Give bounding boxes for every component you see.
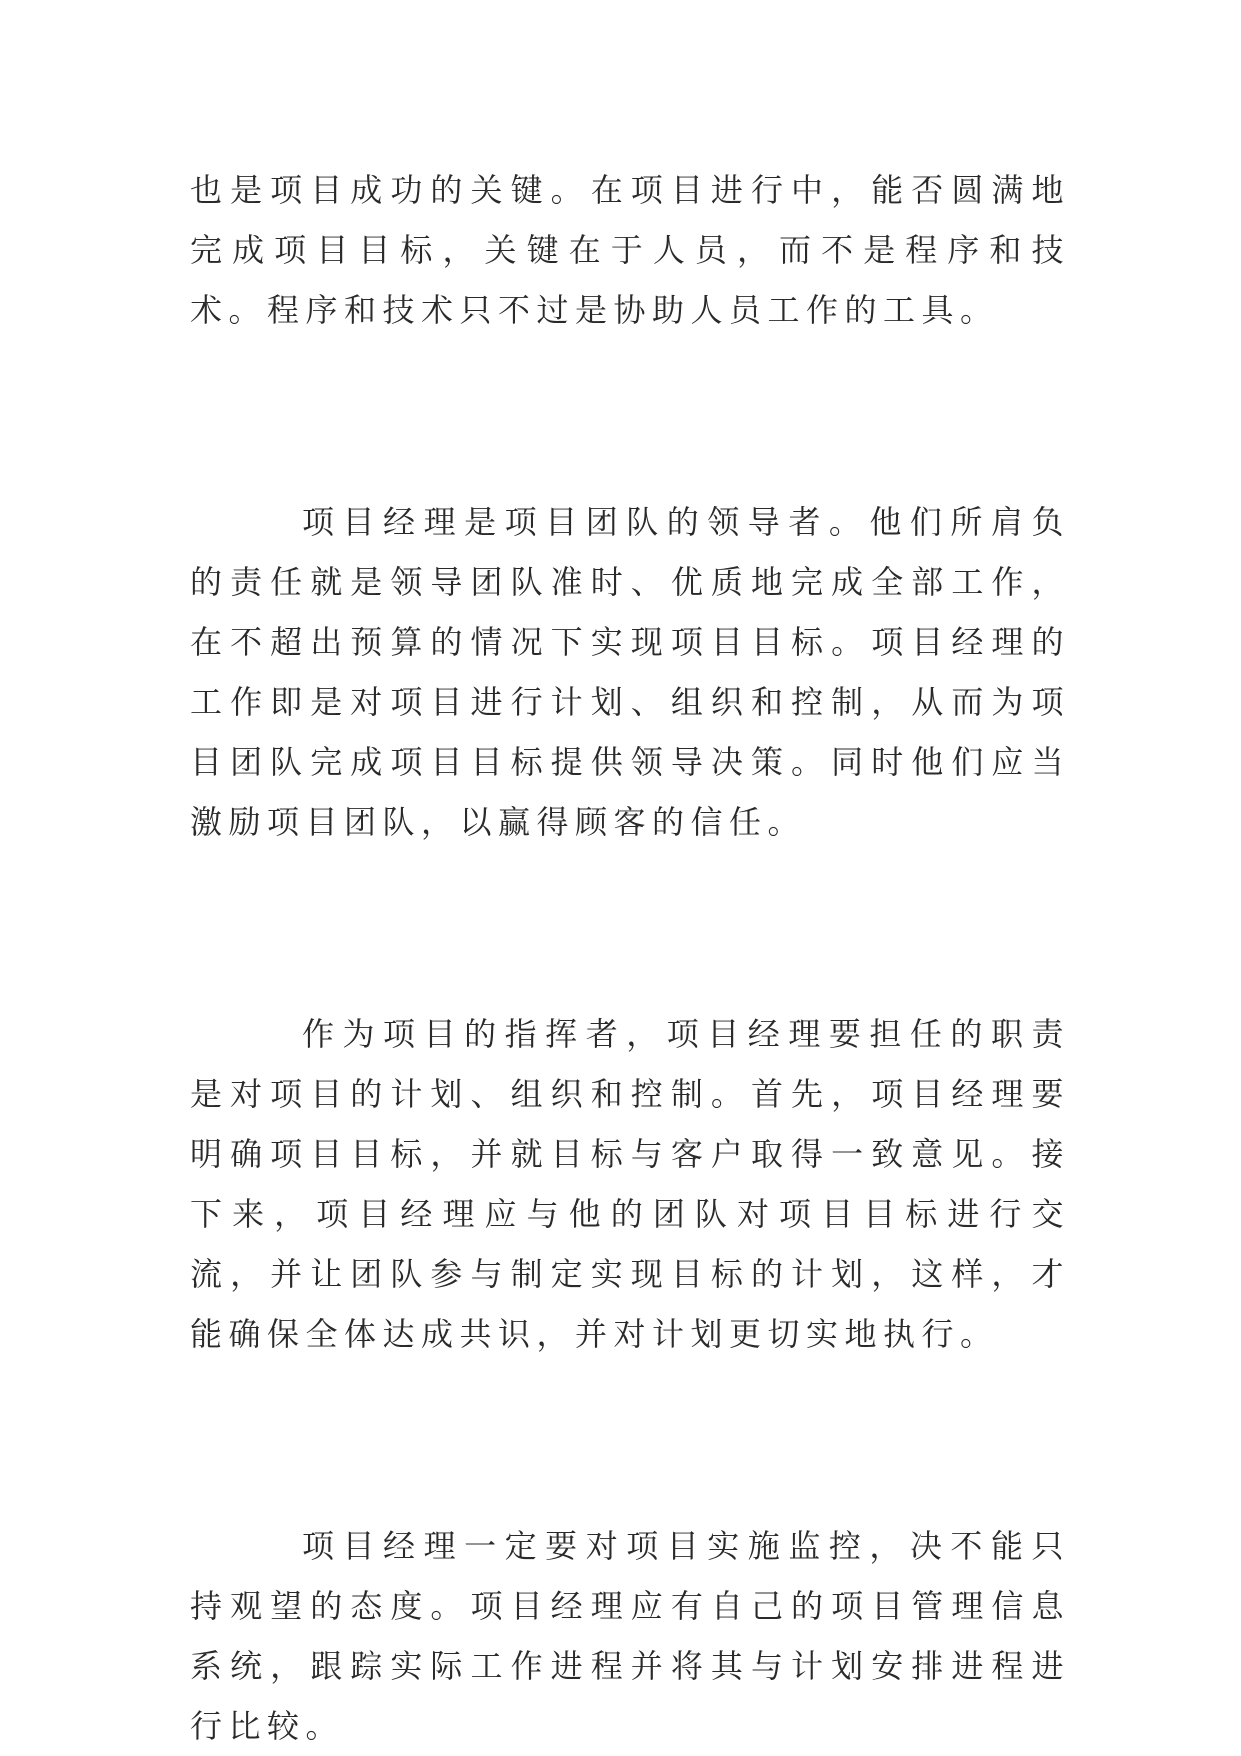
paragraph-spacer	[190, 852, 1070, 1004]
paragraph-2: 项目经理是项目团队的领导者。他们所肩负的责任就是领导团队准时、优质地完成全部工作，在不超出预算的情况下实现项目目标。项目经理的工作即是对项目进行计划、组织和控制，从而为项目团队完成项目目标提供领导决策。同时他们应当激励项目团队，以赢得顾客的信任。	[190, 503, 1070, 841]
paragraph-spacer	[190, 340, 1070, 492]
paragraph-spacer	[190, 1364, 1070, 1516]
document-body	[190, 160, 1070, 1756]
paragraph-3: 作为项目的指挥者，项目经理要担任的职责是对项目的计划、组织和控制。首先，项目经理要明确项目目标，并就目标与客户取得一致意见。接下来，项目经理应与他的团队对项目目标进行交流，并让团队参与制定实现目标的计划，这样，才能确保全体达成共识，并对计划更切实地执行。	[190, 1015, 1070, 1353]
paragraph-1: 也是项目成功的关键。在项目进行中，能否圆满地完成项目目标，关键在于人员，而不是程序和技术。程序和技术只不过是协助人员工作的工具。	[190, 171, 1070, 329]
paragraph-4: 项目经理一定要对项目实施监控，决不能只持观望的态度。项目经理应有自己的项目管理信息系统，跟踪实际工作进程并将其与计划安排进程进行比较。	[190, 1527, 1070, 1745]
